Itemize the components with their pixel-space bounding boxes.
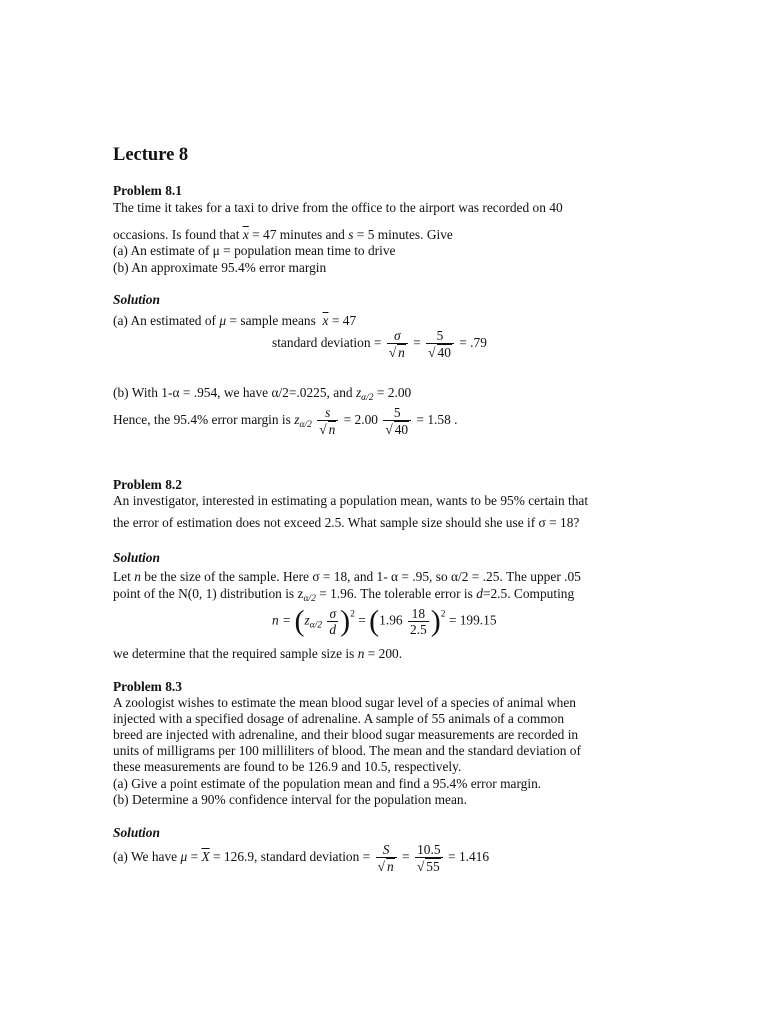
xbar-symbol: $\overline{x}$: [242, 227, 249, 242]
problem-8-3-line: breed are injected with adrenaline, and their blood sugar measurements are recorded in: [113, 727, 579, 742]
problem-8-1-line1: The time it takes for a taxi to drive from the office to the airport was recorded on 40: [113, 200, 563, 215]
sigma-over-root-n: $\frac{\sigma}{√ n}$: [387, 328, 408, 360]
problem-8-1-heading: Problem 8.1: [113, 183, 182, 198]
problem-8-3-line: injected with a specified dosage of adrenaline. A sample of 55 animals of a common: [113, 711, 565, 726]
lecture-title: Lecture 8: [113, 145, 189, 165]
solution-8-2-conclusion: we determine that the required sample size is n = 200.: [113, 646, 403, 661]
solution-8-3-heading: Solution: [113, 825, 160, 840]
solution-8-1-heading: Solution: [113, 292, 160, 307]
solution-8-3-equation: (a) We have $\mu = \overline{X} = 126.9$, standard deviation = $\frac{S}{√ n}$ = $\frac{10.5}{√ 55}$ = 1.416: [113, 842, 490, 874]
problem-8-2-line1: An investigator, interested in estimating a population mean, wants to be 95% certain that: [113, 493, 589, 508]
problem-8-3-line: A zoologist wishes to estimate the mean blood sugar level of a species of animal when: [113, 695, 576, 710]
problem-8-3-line: (a) Give a point estimate of the population mean and find a 95.4% error margin.: [113, 776, 542, 791]
solution-8-1-line-b: (b) With 1-α = .954, we have α/2=.0225, and $z_{\alpha/2} = 2.00$: [113, 385, 412, 403]
solution-8-2-line1: Let n be the size of the sample. Here σ = 18, and 1- α = .95, so α/2 = .25. The upper .05: [113, 569, 581, 584]
problem-8-3-line: (b) Determine a 90% confidence interval for the population mean.: [113, 792, 467, 807]
problem-8-1-item-a: (a) An estimate of μ = population mean time to drive: [113, 243, 396, 258]
solution-8-1-line-a: (a) An estimated of μ = sample means $\overline{x} = 47$: [113, 313, 357, 328]
problem-8-2-line2: the error of estimation does not exceed 2.5. What sample size should she use if σ = 18?: [113, 515, 580, 530]
sample-size-equation: $n = (z_{\alpha/2}$ $\frac{\sigma}{d}$ )$^2$ = (1.96 $\frac{18}{2.5}$ )$^2$ = 199.15: [272, 604, 497, 638]
problem-8-1-item-b: (b) An approximate 95.4% error margin: [113, 260, 327, 275]
problem-8-3-line: these measurements are found to be 126.9 and 10.5, respectively.: [113, 759, 462, 774]
solution-8-2-heading: Solution: [113, 550, 160, 565]
problem-8-2-heading: Problem 8.2: [113, 477, 182, 492]
problem-8-3-line: units of milligrams per 100 milliliters of blood. The mean and the standard deviation of: [113, 743, 581, 758]
five-over-root-forty: $\frac{5}{√ 40}$: [426, 328, 454, 360]
problem-8-3-heading: Problem 8.3: [113, 679, 182, 694]
solution-8-2-line2: point of the N(0, 1) distribution is $z_{\alpha/2} = 1.96$. The tolerable error is d=2.5. Computing: [113, 586, 575, 604]
error-margin-equation: Hence, the 95.4% error margin is $z_{\alpha/2}$ $\frac{s}{√ n}$ = 2.00 $\frac{5}{√ 40}$ = 1.58 .: [113, 405, 458, 437]
sd-equation: standard deviation = $\frac{\sigma}{√ n}$ = $\frac{5}{√ 40}$ = .79: [272, 328, 487, 360]
problem-8-1-line2: occasions. Is found that $\overline{x} = 47$ minutes and s = 5 minutes. Give: [113, 227, 453, 242]
